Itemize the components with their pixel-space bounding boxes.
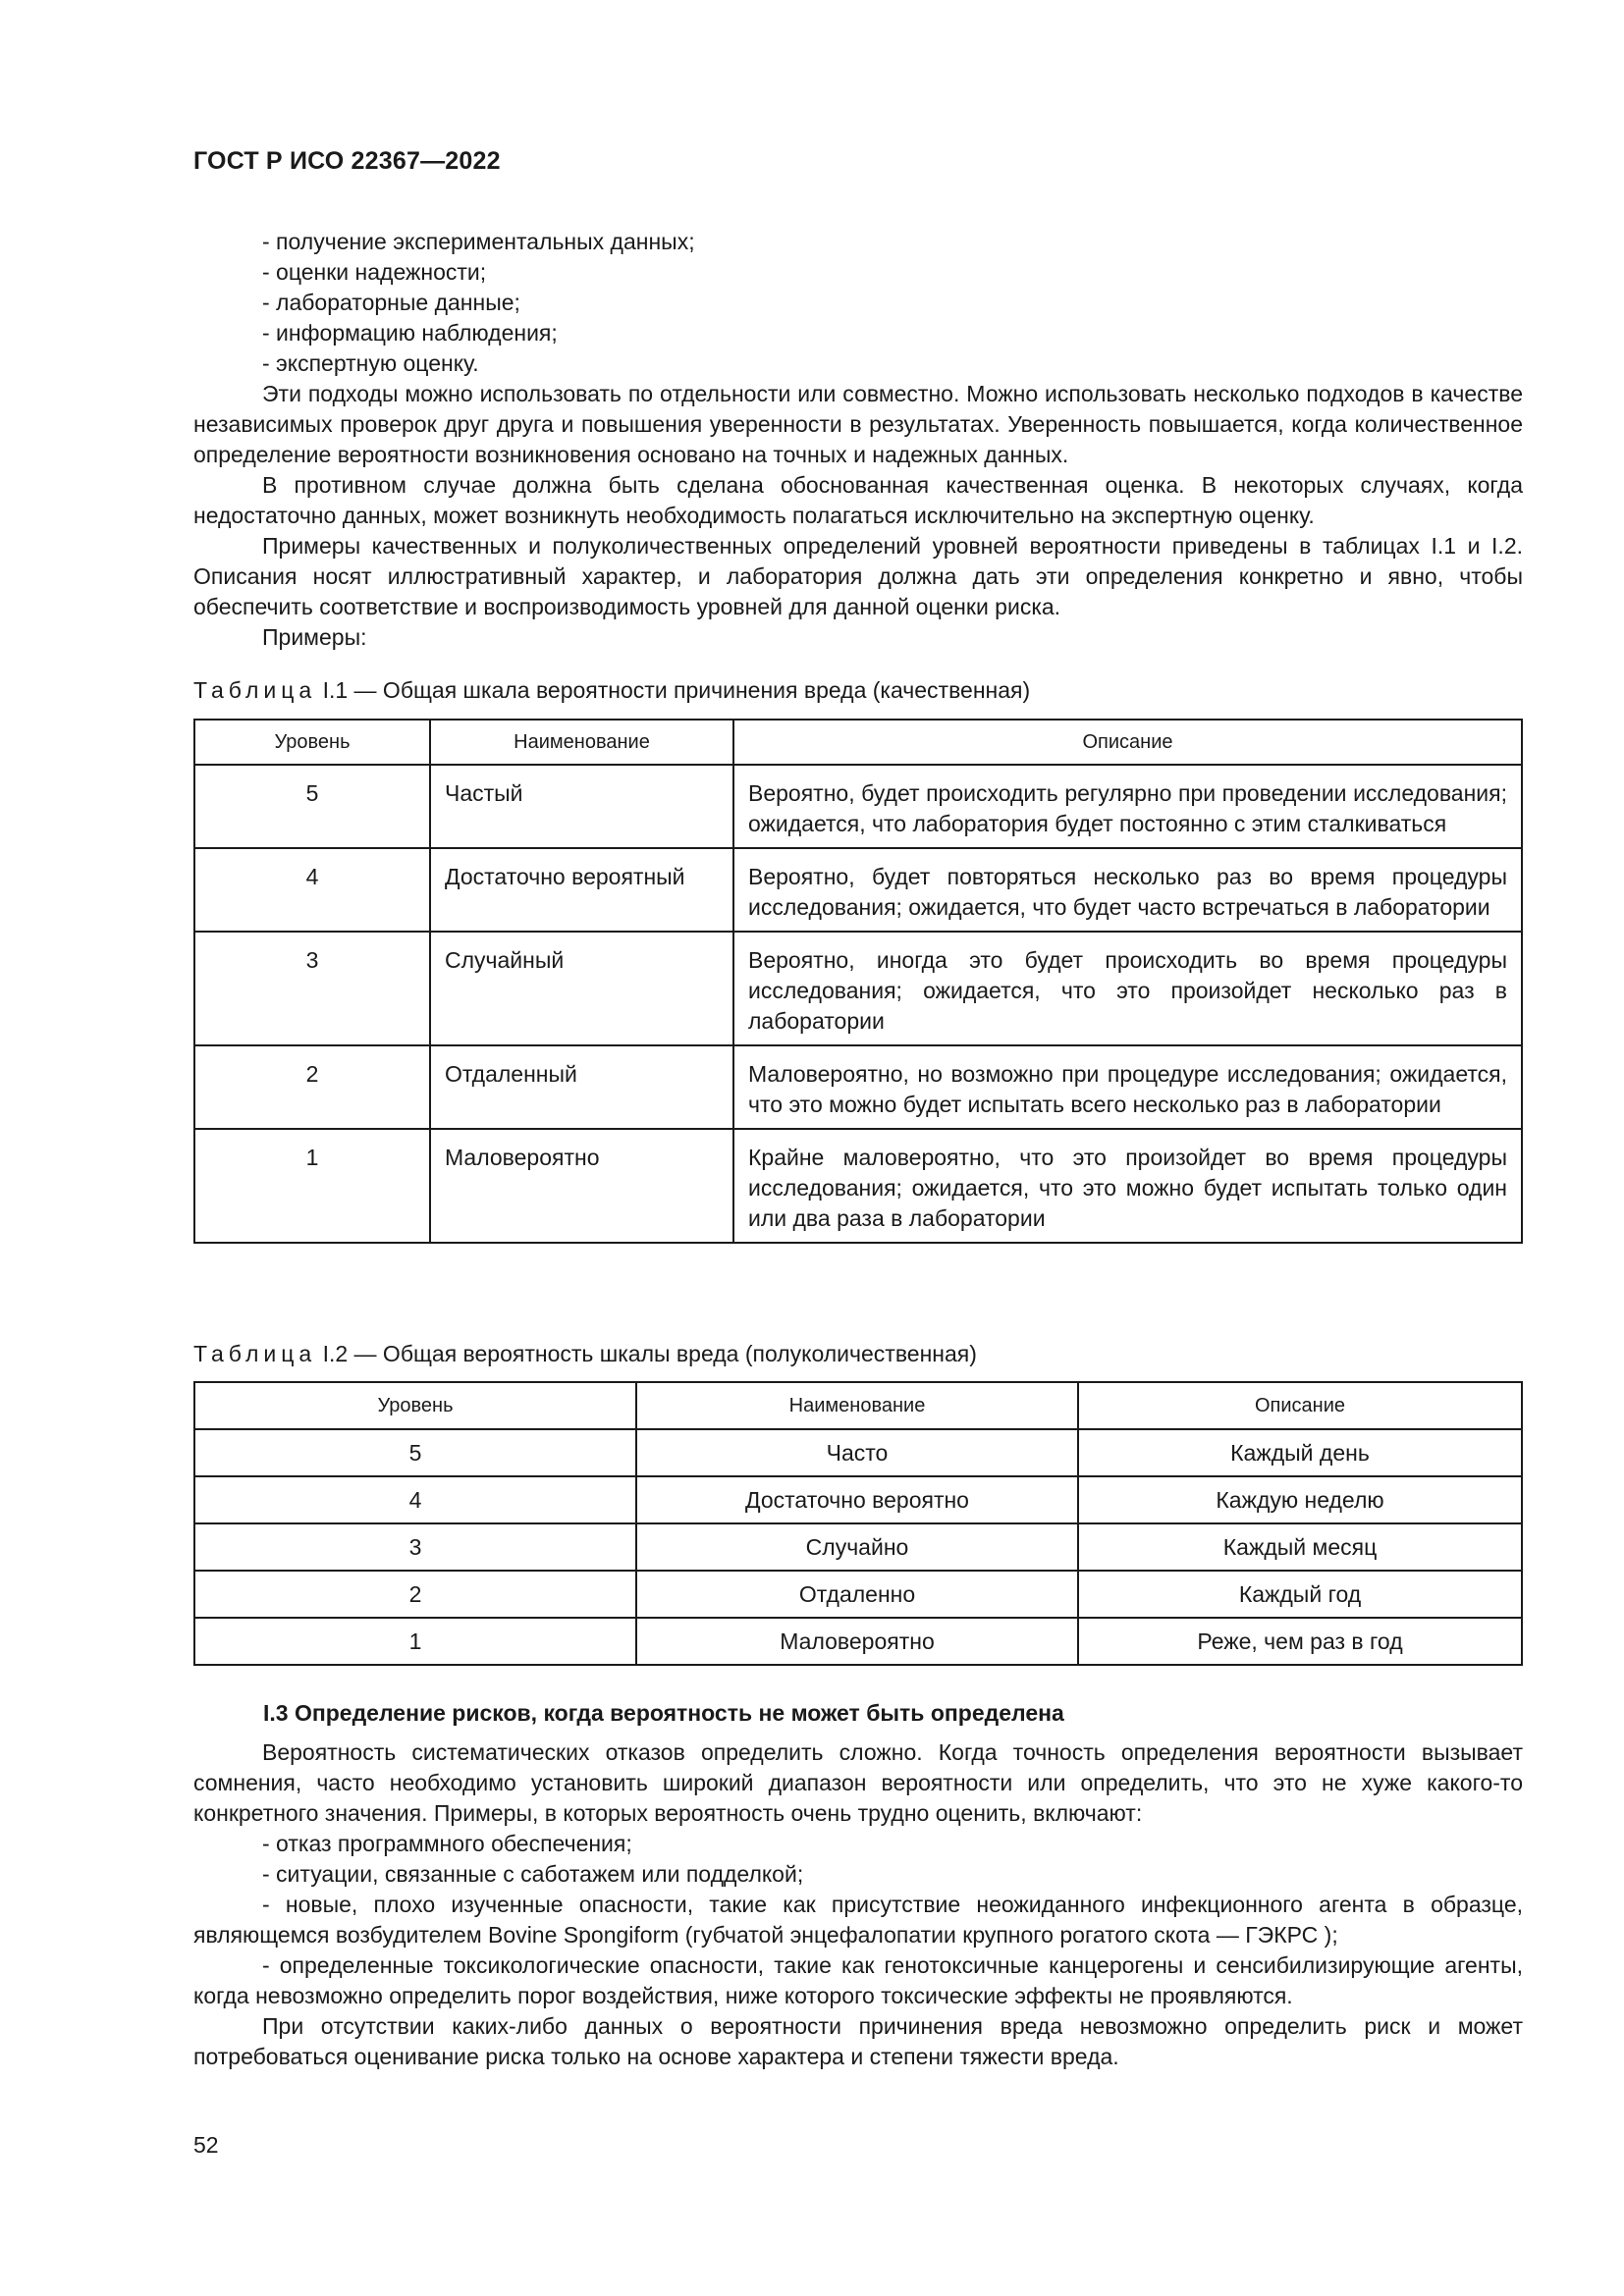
name-cell: Достаточно вероятно [636,1476,1078,1523]
column-header: Описание [733,720,1522,765]
table-2 [193,1381,1523,1666]
level-cell: 5 [194,1429,636,1476]
paragraph: Вероятность систематических отказов определить сложно. Когда точность определения вероятности вызывает сомнения, часто необходимо установить широкий диапазон вероятности или определить, что это не хуже какого-то конкретного значения. Примеры, в которых вероятность очень трудно оценить, включают: [193,1739,1523,1826]
list-item: - экспертную оценку. [262,350,479,376]
column-header: Наименование [636,1382,1078,1429]
name-cell: Часто [636,1429,1078,1476]
paragraph: При отсутствии каких-либо данных о вероятности причинения вреда невозможно определить риск и может потребоваться оценивание риска только на основе характера и степени тяжести вреда. [193,2013,1523,2069]
list-item: - новые, плохо изученные опасности, такие как присутствие неожиданного инфекционного агента в образце, являющемся возбудителем Bovine Spongiform (губчатой энцефалопатии крупного рогатого скота — ГЭКРС ); [193,1892,1523,1948]
name-cell: Частый [430,765,733,848]
page-number: 52 [193,2132,219,2158]
level-cell: 3 [194,932,430,1045]
name-cell: Случайный [430,932,733,1045]
table-row [194,1129,1522,1243]
table-row [194,765,1522,848]
list-item: - оценки надежности; [262,259,487,285]
list-item: - определенные токсикологические опасности, такие как генотоксичные канцерогены и сенсибилизирующие агенты, когда невозможно определить порог воздействия, ниже которого токсические эффекты не проявляются. [193,1952,1523,2008]
table-row [194,1571,1522,1618]
table-row [194,1476,1522,1523]
caption-label: Таблица [193,677,317,703]
table-row [194,1523,1522,1571]
name-cell: Маловероятно [636,1618,1078,1665]
list-item: - получение экспериментальных данных; [262,229,695,254]
column-header: Наименование [430,720,733,765]
table-row [194,848,1522,932]
description-cell: Вероятно, будет происходить регулярно при проведении исследования; ожидается, что лаборатория будет постоянно с этим сталкиваться [733,765,1522,848]
name-cell: Случайно [636,1523,1078,1571]
table-row [194,932,1522,1045]
description-cell: Крайне маловероятно, что это произойдет во время процедуры исследования; ожидается, что это можно будет испытать только один или два раза в лаборатории [733,1129,1522,1243]
caption-text: I.2 — Общая вероятность шкалы вреда (полуколичественная) [322,1341,977,1366]
table-row [194,1618,1522,1665]
table-header-row [194,720,1522,765]
name-cell: Достаточно вероятный [430,848,733,932]
table-1 [193,719,1523,1244]
paragraph: Примеры: [262,624,367,650]
name-cell: Маловероятно [430,1129,733,1243]
paragraph: Примеры качественных и полуколичественных определений уровней вероятности приведены в таблицах I.1 и I.2. Описания носят иллюстративный характер, и лаборатория должна дать эти определения конкретно и явно, чтобы обеспечить соответствие и воспроизводимость уровней для данной оценки риска. [193,533,1523,619]
description-cell: Маловероятно, но возможно при процедуре исследования; ожидается, что это можно будет испытать всего несколько раз в лаборатории [733,1045,1522,1129]
level-cell: 2 [194,1571,636,1618]
section-title: I.3 Определение рисков, когда вероятность не может быть определена [263,1700,1064,1726]
level-cell: 2 [194,1045,430,1129]
table-header-row [194,1382,1522,1429]
level-cell: 4 [194,1476,636,1523]
section-text [193,1737,1523,2072]
table-row [194,1045,1522,1129]
document-header: ГОСТ Р ИСО 22367—2022 [193,147,501,175]
level-cell: 1 [194,1618,636,1665]
caption-label: Таблица [193,1341,317,1366]
table-1-caption [193,677,1030,704]
name-cell: Отдаленно [636,1571,1078,1618]
name-cell: Отдаленный [430,1045,733,1129]
description-cell: Каждый день [1078,1429,1522,1476]
paragraph: Эти подходы можно использовать по отдельности или совместно. Можно использовать несколько подходов в качестве независимых проверок друг друга и повышения уверенности в результатах. Уверенность повышается, когда количественное определение вероятности возникновения основано на точных и надежных данных. [193,381,1523,467]
level-cell: 3 [194,1523,636,1571]
list-item: - отказ программного обеспечения; [262,1831,632,1856]
description-cell: Каждый месяц [1078,1523,1522,1571]
column-header: Описание [1078,1382,1522,1429]
list-item: - лабораторные данные; [262,290,520,315]
description-cell: Вероятно, будет повторяться несколько раз во время процедуры исследования; ожидается, что будет часто встречаться в лаборатории [733,848,1522,932]
list-item: - ситуации, связанные с саботажем или подделкой; [262,1861,804,1887]
table-row [194,1429,1522,1476]
description-cell: Каждую неделю [1078,1476,1522,1523]
paragraph: В противном случае должна быть сделана обоснованная качественная оценка. В некоторых случаях, когда недостаточно данных, может возникнуть необходимость полагаться исключительно на экспертную оценку. [193,472,1523,528]
level-cell: 1 [194,1129,430,1243]
description-cell: Каждый год [1078,1571,1522,1618]
description-cell: Реже, чем раз в год [1078,1618,1522,1665]
table-2-caption [193,1341,977,1367]
list-item: - информацию наблюдения; [262,320,558,346]
caption-text: I.1 — Общая шкала вероятности причинения вреда (качественная) [322,677,1031,703]
level-cell: 5 [194,765,430,848]
level-cell: 4 [194,848,430,932]
intro-text [193,227,1523,653]
description-cell: Вероятно, иногда это будет происходить во время процедуры исследования; ожидается, что это произойдет несколько раз в лаборатории [733,932,1522,1045]
column-header: Уровень [194,1382,636,1429]
column-header: Уровень [194,720,430,765]
